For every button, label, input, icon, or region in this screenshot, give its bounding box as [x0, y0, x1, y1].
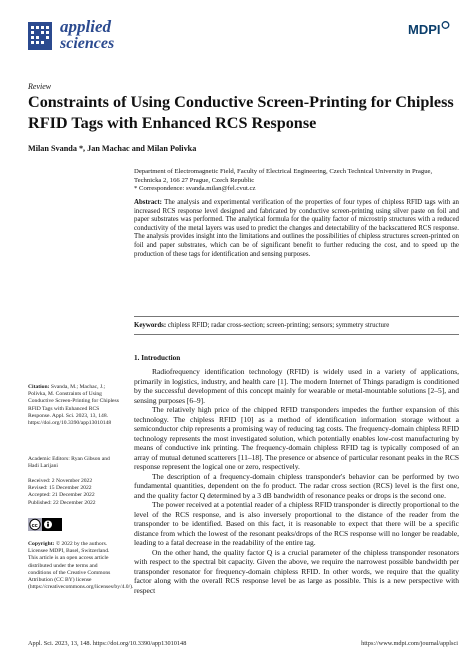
abstract	[134, 199, 459, 259]
divider	[134, 334, 459, 335]
footer-citation[interactable]: Appl. Sci. 2023, 13, 148. https://doi.org/10.3390/app13010148	[28, 640, 187, 647]
journal-name-line2: sciences	[60, 35, 115, 52]
affiliation-line2: Technicka 2, 166 27 Prague, Czech Republic	[134, 176, 255, 184]
accepted-date: Accepted: 21 December 2022	[28, 492, 95, 499]
affiliation-line1: Department of Electromagnetic Field, Faculty of Electrical Engineering, Czech Technical University in Prague,	[134, 168, 433, 175]
journal-logo-icon	[28, 22, 52, 50]
academic-editors: Academic Editors: Ryan Gibson and Hadi Larijani	[28, 456, 110, 470]
keywords	[134, 322, 459, 331]
page-footer	[28, 640, 458, 647]
affiliation	[134, 168, 459, 194]
footer-journal-url[interactable]: https://www.mdpi.com/journal/applsci	[361, 640, 458, 647]
published-date: Published: 22 December 2022	[28, 499, 96, 506]
copyright-text: © 2022 by the authors. Licensee MDPI, Basel, Switzerland. This article is an open access article distributed under the terms and conditions of the Creative Commons Attribution (CC BY) license (https://creativecommons.org/licenses/by/4.0/).	[28, 541, 134, 591]
received-date: Received: 2 November 2022	[28, 478, 93, 484]
divider	[134, 316, 459, 317]
abstract-label: Abstract:	[134, 199, 162, 206]
paragraph: On the other hand, the quality factor Q is a crucial parameter of the chipless transponder resonators with respect to the spectral bit capacity. Given the above, we require the narrowest possible bandwidth per transponder resonator for frequency-domain chipless RFID. In other words, we require that the quality factor along with the overall RCS response level be as large as possible. This is a new perspective with respect	[134, 547, 459, 595]
keywords-label: Keywords:	[134, 322, 167, 329]
revised-date: Revised: 15 December 2022	[28, 485, 92, 492]
section-heading: 1. Introduction	[134, 354, 181, 362]
dates-block	[28, 478, 120, 507]
svg-text:cc: cc	[31, 522, 38, 529]
paragraph: The description of a frequency-domain chipless transponder's behavior can be performed by two fundamental quantities, dependent on the fo product. The radar cross section (RCS) level is the first one, and the quality factor Q determined by a 3 dB bandwidth of resonance peaks or drops is the second one.	[134, 471, 459, 500]
publisher-logo	[408, 20, 450, 38]
authors: Milan Svanda *, Jan Machac and Milan Polivka	[28, 144, 197, 153]
abstract-text: The analysis and experimental verification of the properties of four types of chipless RFID tags with an increased RCS response level designed and fabricated by conductive screen-printing using silver paste on foil and paper substrates was performed. The analytical formula for the quality factor of microstrip structures with a reduced conductivity of the metal layers was used to predict the changes and detectability of the backscattered RCS response. The analysis provides insight into the limitations and outlines the possibilities of chipless structures screen-printed on foil and paper substrates, which can be of significant benefit to further reducing the cost, and to speed up the production of these tags for identification and sensing purposes.	[134, 199, 459, 258]
keywords-text: chipless RFID; radar cross-section; screen-printing; sensors; symmetry structure	[167, 322, 390, 329]
journal-name-line1: applied	[60, 17, 111, 36]
copyright-label: Copyright:	[28, 541, 55, 547]
cc-by-license-icon[interactable]	[28, 518, 62, 531]
citation-text[interactable]: Svanda, M.; Machac, J.; Polivka, M. Constraints of Using Conductive Screen-Printing for Chipless RFID Tags with Enhanced RCS Response. Appl. Sci. 2023, 13, 148. https://doi.org/10.3390/app13010148	[28, 384, 119, 427]
article-type: Review	[28, 82, 52, 91]
publisher-name: MDPI	[408, 22, 441, 37]
copyright-block	[28, 541, 134, 591]
citation-label: Citation:	[28, 384, 50, 390]
paragraph: The relatively high price of the chipped RFID transponders impedes the further expansion of this technology. The chipless RFID [10] as a method of identification information storage without a semiconductor chip represents a promising way of reducing tag costs. The frequency-domain chipless RFID technology represents the most investigated solution, which potentially enables low-cost manufacturing by means of conductive ink printing. The frequency-domain chipless RFID tag is typically composed of an array of mutual detuned scatterers [11–18]. The presence or absence of particular resonant peaks in the RCS response represent the logical one or zero, respectively.	[134, 405, 459, 471]
article-title: Constraints of Using Conductive Screen-Printing for Chipless RFID Tags with Enhanced RCS Response	[28, 93, 454, 132]
correspondence: * Correspondence: svanda.milan@fel.cvut.cz	[134, 185, 256, 192]
journal-name	[60, 18, 114, 52]
paragraph: The power received at a potential reader of a chipless RFID transponder is directly proportional to the level of the RCS response, and is also inversely proportional to the distance of the reader from the transponder to be identified. Based on this fact, it is reasonable to expect that there will be a specific distance from which the lowest of the resonant peaks/drops of the RCS response will no longer be readable, leading to a fatal decrease in the readability of the entire tag.	[134, 500, 459, 547]
body-text	[134, 367, 459, 595]
citation-block	[28, 384, 120, 427]
publisher-mark-icon	[442, 22, 449, 29]
paragraph: Radiofrequency identification technology (RFID) is widely used in a variety of applications, primarily in logistics, industry, and health care [1]. The modern Internet of Things paradigm is conditioned by the successful development of this concept mainly for wearable or metal-mountable solutions [2–5], and sensing purposes [6–9].	[134, 367, 459, 405]
